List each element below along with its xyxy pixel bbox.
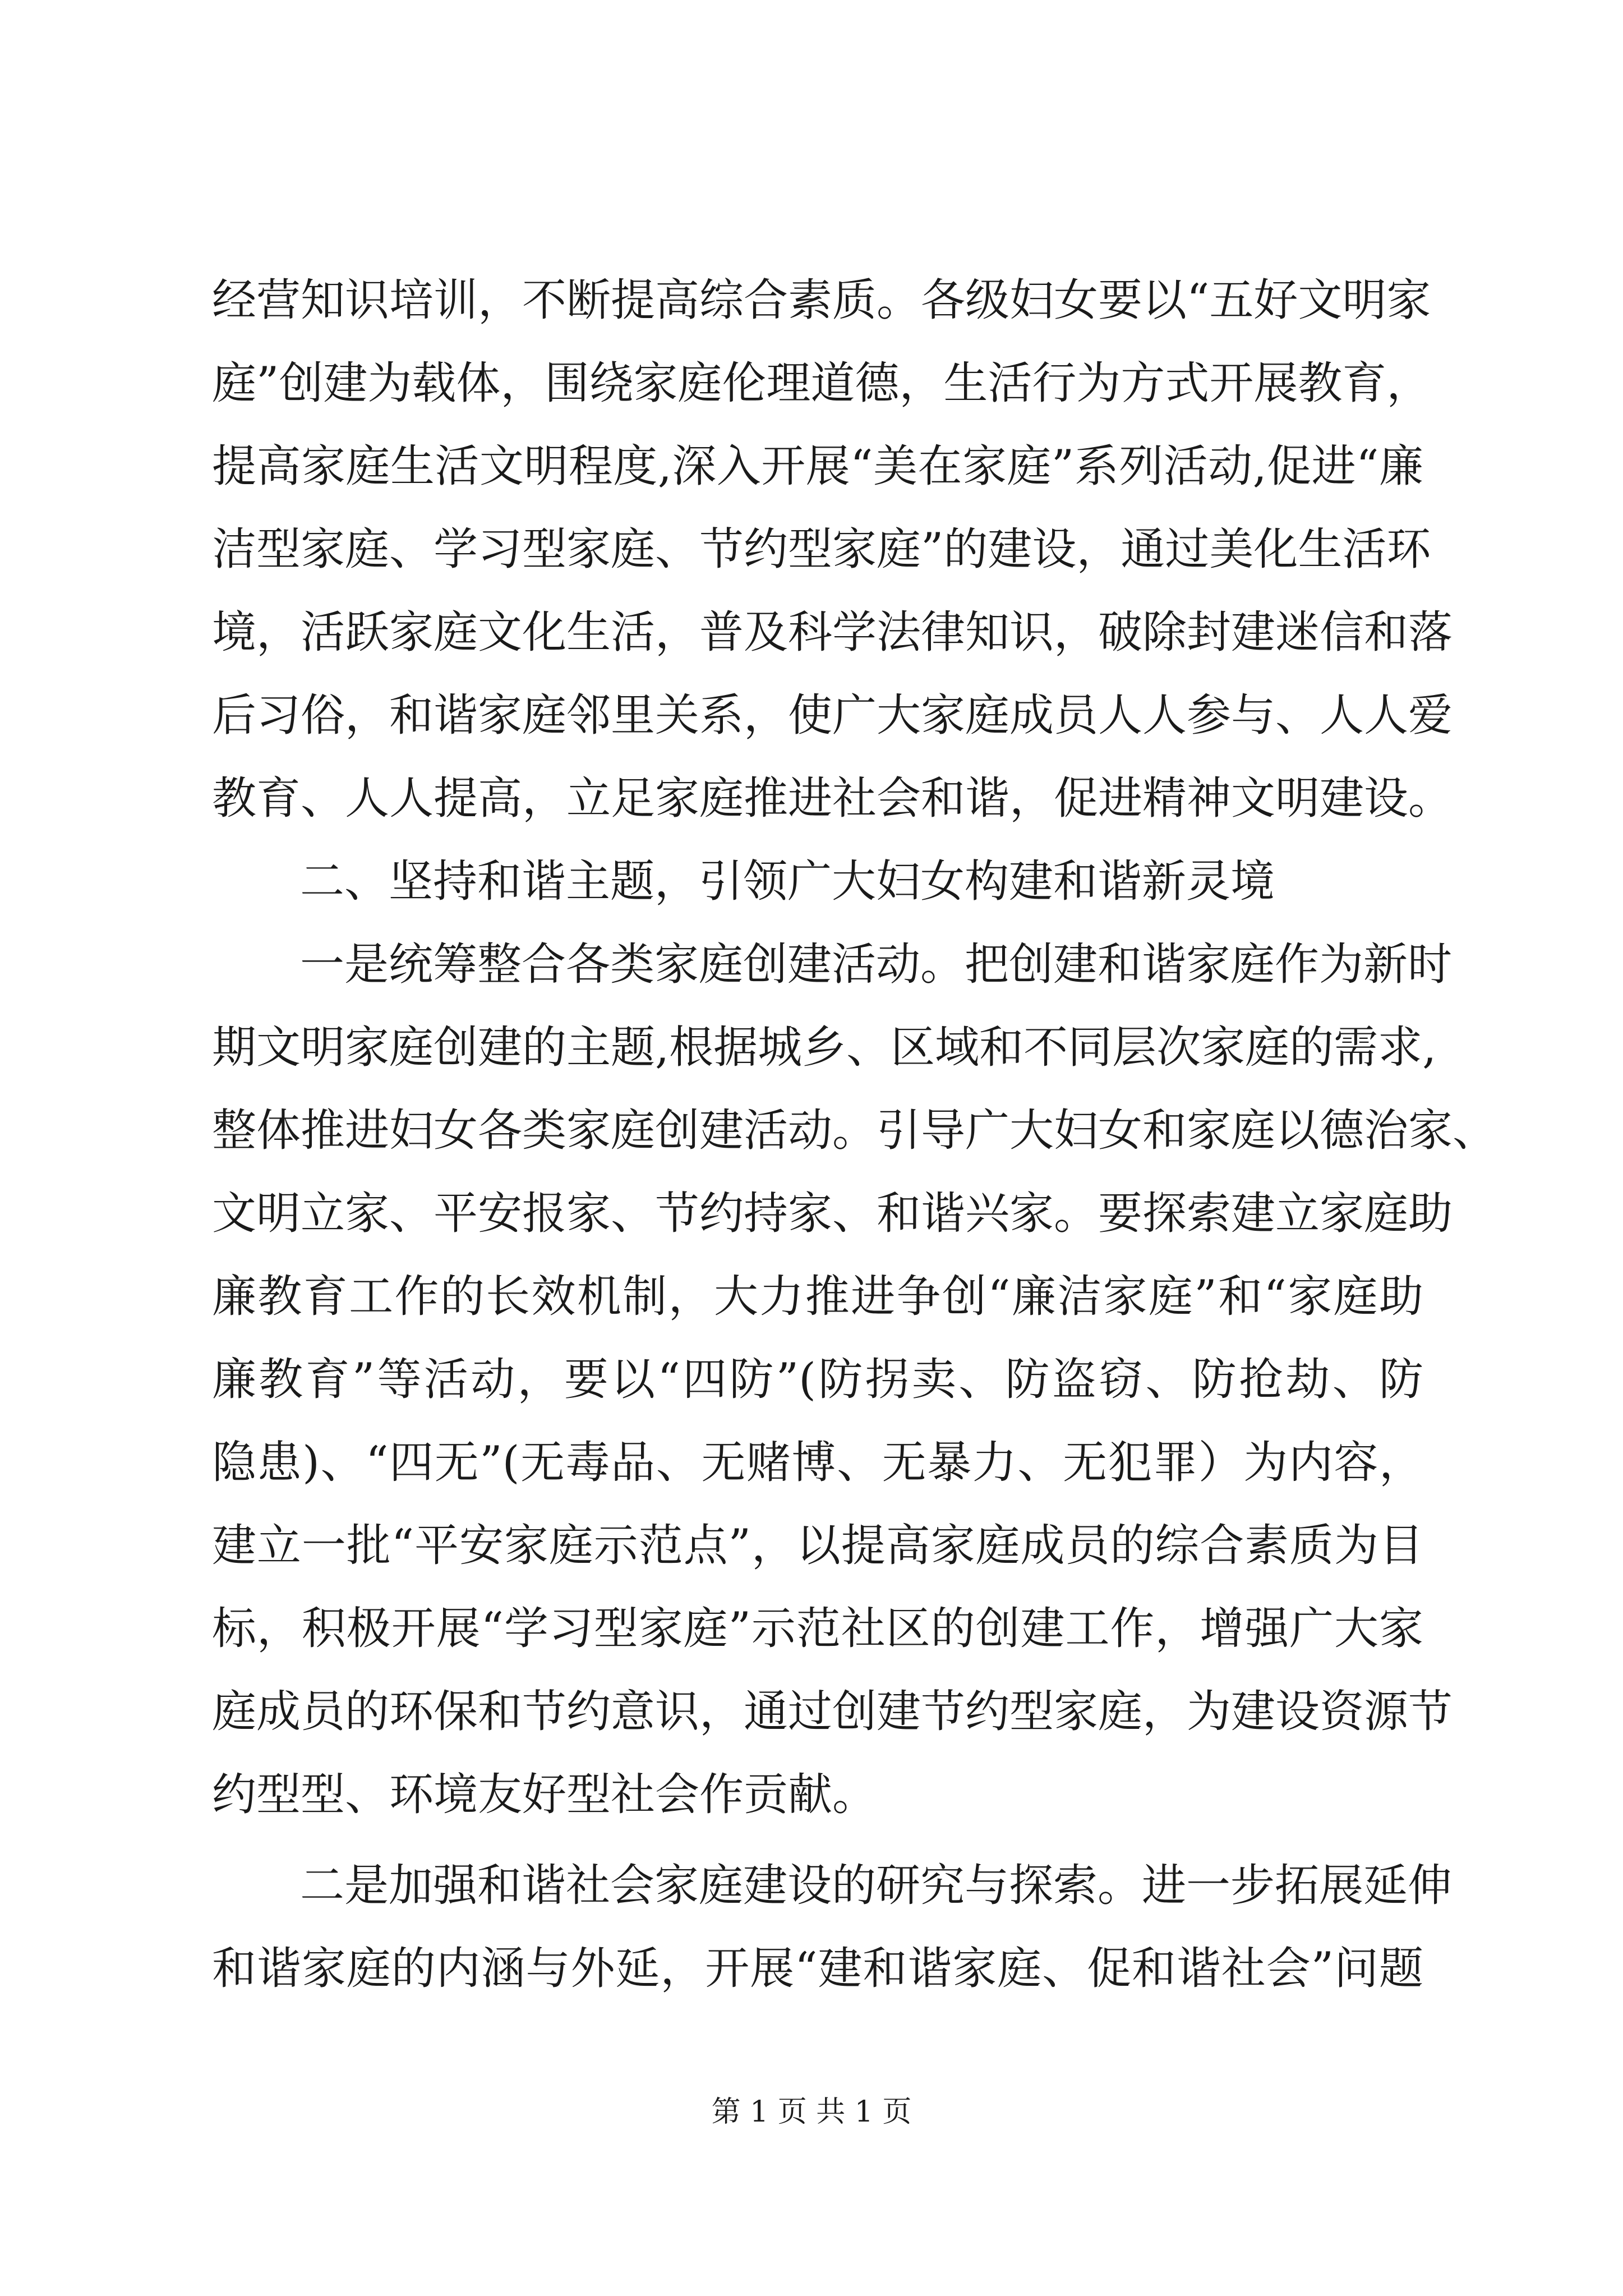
paragraph-line: 和谐家庭的内涵与外延，开展“建和谐家庭、促和谐社会”问题	[212, 1943, 1423, 1994]
paragraph-line: 文明立家、平安报家、节约持家、和谐兴家。要探索建立家庭助	[212, 1188, 1453, 1239]
paragraph-line: 廉教育”等活动，要以“四防”(防拐卖、防盗窃、防抢劫、防	[212, 1354, 1423, 1405]
paragraph-line: 庭”创建为载体，围绕家庭伦理道德，生活行为方式开展教育，	[212, 357, 1431, 409]
paragraph-line: 境，活跃家庭文化生活，普及科学法律知识，破除封建迷信和落	[212, 606, 1453, 658]
paragraph-line: 教育、人人提高，立足家庭推进社会和谐，促进精神文明建设。	[212, 772, 1453, 824]
section-heading: 二、坚持和谐主题，引领广大妇女构建和谐新灵境	[300, 855, 1275, 907]
paragraph-line: 后习俗，和谐家庭邻里关系，使广大家庭成员人人参与、人人爱	[212, 689, 1453, 741]
paragraph-line: 标，积极开展“学习型家庭”示范社区的创建工作，增强广大家	[212, 1603, 1423, 1654]
paragraph-line: 整体推进妇女各类家庭创建活动。引导广大妇女和家庭以德治家、	[212, 1105, 1497, 1156]
paragraph-line: 庭成员的环保和节约意识，通过创建节约型家庭，为建设资源节	[212, 1686, 1453, 1737]
paragraph-line: 建立一批“平安家庭示范点”，以提高家庭成员的综合素质为目	[212, 1520, 1423, 1571]
paragraph-line: 一是统筹整合各类家庭创建活动。把创建和谐家庭作为新时	[300, 938, 1452, 990]
paragraph-line: 期文明家庭创建的主题,根据城乡、区域和不同层次家庭的需求,	[212, 1022, 1437, 1073]
page-footer: 第 1 页 共 1 页	[711, 2095, 912, 2129]
paragraph-line: 二是加强和谐社会家庭建设的研究与探索。进一步拓展延伸	[300, 1860, 1452, 1911]
paragraph-line: 提高家庭生活文明程度,深入开展“美在家庭”系列活动,促进“廉	[212, 440, 1423, 492]
paragraph-line: 约型型、环境友好型社会作贡献。	[212, 1769, 877, 1820]
paragraph-line: 廉教育工作的长效机制，大力推进争创“廉洁家庭”和“家庭助	[212, 1271, 1423, 1322]
paragraph-line: 经营知识培训，不断提高综合素质。各级妇女要以“五好文明家	[212, 274, 1431, 326]
paragraph-line: 隐患)、“四无”(无毒品、无赌博、无暴力、无犯罪）为内容，	[212, 1437, 1423, 1488]
paragraph-line: 洁型家庭、学习型家庭、节约型家庭”的建设，通过美化生活环	[212, 523, 1431, 575]
